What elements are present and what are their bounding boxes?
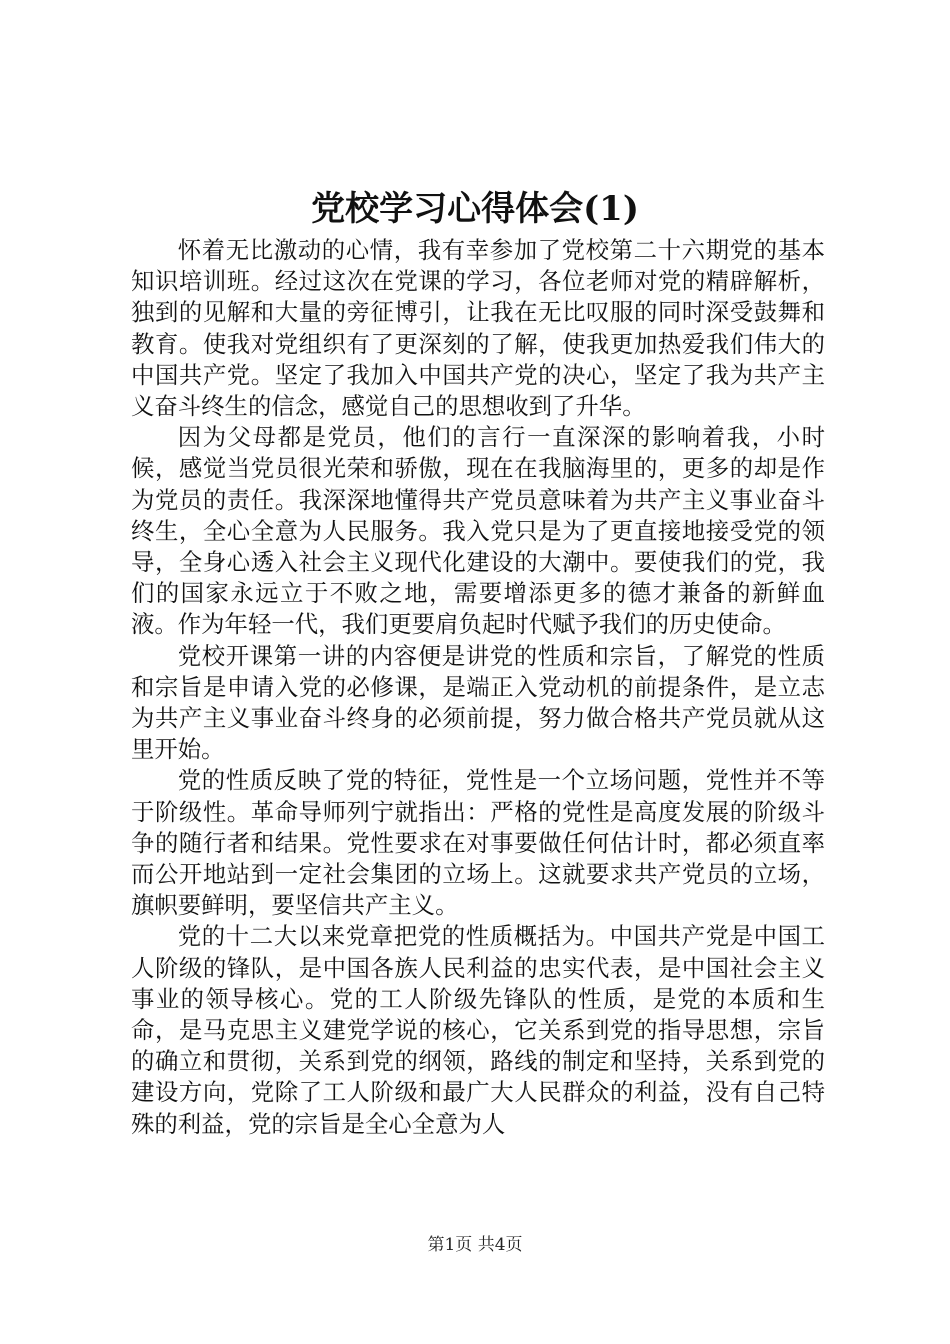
paragraph-1: 怀着无比激动的心情，我有幸参加了党校第二十六期党的基本知识培训班。经过这次在党课的学习，各位老师对党的精辟解析，独到的见解和大量的旁征博引，让我在无比叹服的同时深受鼓舞和教育。使我对党组织有了更深刻的了解，使我更加热爱我们伟大的中国共产党。坚定了我加入中国共产党的决心，坚定了我为共产主义奋斗终生的信念，感觉自己的思想收到了升华。 <box>131 236 825 421</box>
paragraph-5: 党的十二大以来党章把党的性质概括为。中国共产党是中国工人阶级的锋队，是中国各族人民利益的忠实代表，是中国社会主义事业的领导核心。党的工人阶级先锋队的性质，是党的本质和生命，是马克思主义建党学说的核心，它关系到党的指导思想，宗旨的确立和贯彻，关系到党的纲领，路线的制定和坚持，关系到党的建设方向，党除了工人阶级和最广大人民群众的利益，没有自己特殊的利益，党的宗旨是全心全意为人 <box>131 922 825 1138</box>
paragraph-2: 因为父母都是党员，他们的言行一直深深的影响着我，小时候，感觉当党员很光荣和骄傲，现在在我脑海里的，更多的却是作为党员的责任。我深深地懂得共产党员意味着为共产主义事业奋斗终生，全心全意为人民服务。我入党只是为了更直接地接受党的领导，全身心透入社会主义现代化建设的大潮中。要使我们的党，我们的国家永远立于不败之地，需要增添更多的德才兼备的新鲜血液。作为年轻一代，我们更要肩负起时代赋予我们的历史使命。 <box>131 423 825 639</box>
document-title: 党校学习心得体会(1) <box>311 189 639 229</box>
paragraph-4: 党的性质反映了党的特征，党性是一个立场问题，党性并不等于阶级性。革命导师列宁就指出：严格的党性是高度发展的阶级斗争的随行者和结果。党性要求在对事要做任何估计时，都必须直率而公开地站到一定社会集团的立场上。这就要求共产党员的立场，旗帜要鲜明，要坚信共产主义。 <box>131 766 825 920</box>
page-number-footer: 第1页 共4页 <box>427 1235 523 1255</box>
document-body <box>131 235 825 1140</box>
paragraph-3: 党校开课第一讲的内容便是讲党的性质和宗旨，了解党的性质和宗旨是申请入党的必修课，是端正入党动机的前提条件，是立志为共产主义事业奋斗终身的必须前提，努力做合格共产党员就从这里开始。 <box>131 641 825 764</box>
